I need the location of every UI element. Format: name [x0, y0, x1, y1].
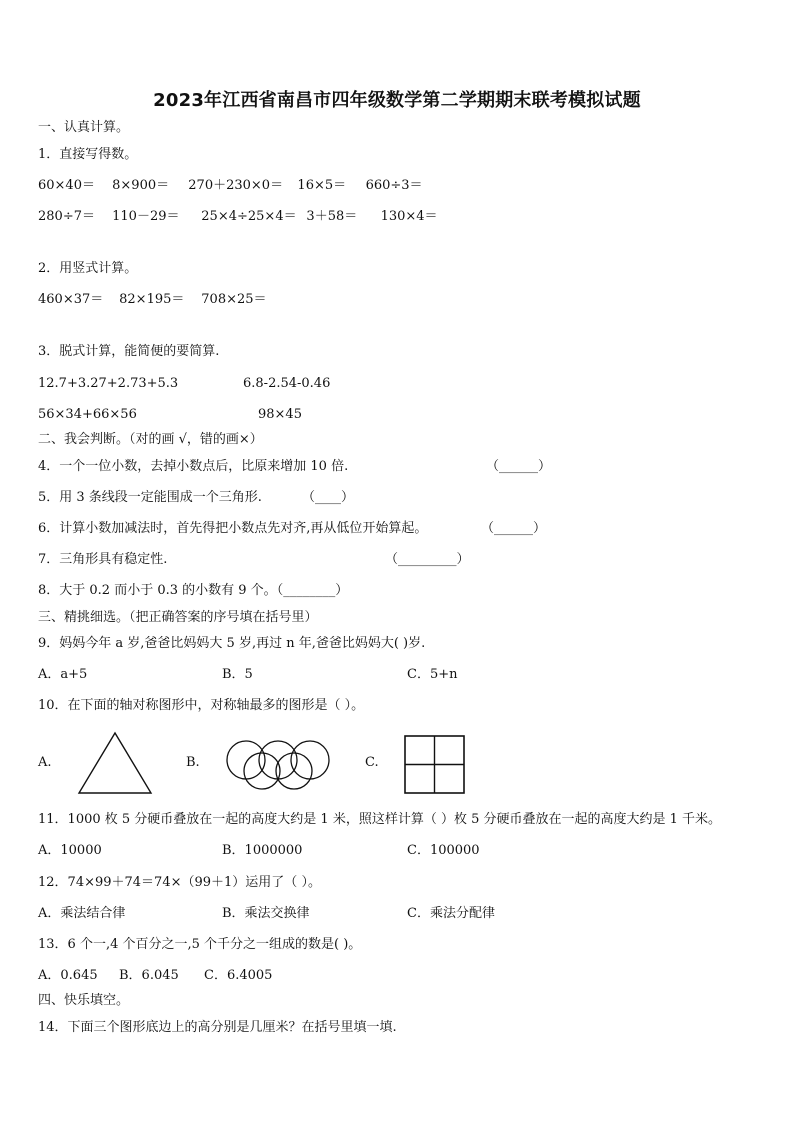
oral-calc-item: 130×4＝	[380, 209, 438, 224]
question-3-item-b: 6.8-2.54-0.46	[243, 376, 331, 391]
question-1-row-2	[38, 208, 438, 226]
question-10-option-b-label[interactable]: B.	[186, 755, 200, 770]
question-11-option-c[interactable]: C．100000	[407, 843, 480, 858]
square-grid-figure	[403, 734, 467, 796]
question-11-option-b[interactable]: B．1000000	[222, 843, 303, 858]
question-9-option-c[interactable]: C．5+n	[407, 667, 458, 682]
question-11-stem: 11．1000 枚 5 分硬币叠放在一起的高度大约是 1 米，照这样计算（ ）枚 5 分硬币叠放在一起的高度大约是 1 千米。	[38, 812, 722, 827]
question-12-stem: 12．74×99＋74＝74×（99＋1）运用了（ ）。	[38, 875, 321, 890]
oral-calc-item: 16×5＝	[297, 178, 347, 193]
question-3-item-a: 12.7+3.27+2.73+5.3	[38, 376, 179, 391]
vertical-calc-item: 82×195＝	[119, 292, 185, 307]
section-4-heading: 四、快乐填空。	[38, 993, 130, 1008]
oral-calc-item: 110－29＝	[112, 209, 180, 224]
section-1-heading: 一、认真计算。	[38, 120, 130, 135]
olympic-rings-figure	[224, 738, 332, 790]
oral-calc-item: 3＋58＝	[306, 209, 358, 224]
judge-question-8	[38, 582, 348, 600]
question-2-stem: 2．用竖式计算。	[38, 261, 138, 276]
judge-question-7: 7．三角形具有稳定性.	[38, 552, 168, 567]
question-12-option-c[interactable]: C．乘法分配律	[407, 906, 495, 921]
triangle-figure	[76, 730, 154, 796]
section-3-heading: 三、精挑细选。（把正确答案的序号填在括号里）	[38, 610, 318, 625]
question-13-option-c[interactable]: C．6.4005	[204, 968, 273, 983]
question-10-stem: 10．在下面的轴对称图形中，对称轴最多的图形是（ ）。	[38, 698, 365, 713]
question-3-item-c: 56×34+66×56	[38, 407, 137, 422]
judge-answer-blank[interactable]: （____）	[302, 490, 355, 505]
question-3-item-d: 98×45	[258, 407, 302, 422]
oral-calc-item: 60×40＝	[38, 178, 95, 193]
question-9-option-a[interactable]: A．a+5	[38, 667, 88, 682]
question-12-option-a[interactable]: A．乘法结合律	[38, 906, 126, 921]
question-1-row-1	[38, 177, 423, 195]
question-1-stem: 1．直接写得数。	[38, 147, 138, 162]
judge-question-8-text: 8．大于 0.2 而小于 0.3 的小数有 9 个。	[38, 583, 277, 598]
question-13-stem: 13．6 个一,4 个百分之一,5 个千分之一组成的数是( )。	[38, 937, 362, 952]
question-12-option-b[interactable]: B．乘法交换律	[222, 906, 310, 921]
question-10-option-a-label[interactable]: A.	[38, 755, 52, 770]
oral-calc-item: 280÷7＝	[38, 209, 95, 224]
question-3-stem: 3．脱式计算，能简便的要简算.	[38, 344, 220, 359]
question-13-option-a[interactable]: A．0.645	[38, 968, 98, 983]
judge-answer-blank[interactable]: （______）	[486, 459, 552, 474]
oral-calc-item: 270＋230×0＝	[188, 178, 284, 193]
oral-calc-item: 660÷3＝	[365, 178, 423, 193]
judge-question-4: 4．一个一位小数，去掉小数点后，比原来增加 10 倍.	[38, 459, 349, 474]
vertical-calc-item: 460×37＝	[38, 292, 104, 307]
question-10-option-c-label[interactable]: C.	[365, 755, 379, 770]
question-9-option-b[interactable]: B．5	[222, 667, 253, 682]
judge-question-6: 6．计算小数加减法时，首先得把小数点先对齐,再从低位开始算起。	[38, 521, 428, 536]
question-2-row	[38, 291, 267, 309]
oral-calc-item: 8×900＝	[112, 178, 170, 193]
page-title: 2023年江西省南昌市四年级数学第二学期期末联考模拟试题	[153, 90, 641, 111]
question-14-stem: 14．下面三个图形底边上的高分别是几厘米？在括号里填一填.	[38, 1020, 397, 1035]
judge-question-5: 5．用 3 条线段一定能围成一个三角形.	[38, 490, 262, 505]
section-2-heading: 二、我会判断。（对的画 √，错的画×）	[38, 432, 263, 447]
vertical-calc-item: 708×25＝	[201, 292, 267, 307]
judge-answer-blank[interactable]: （________）	[276, 583, 349, 598]
judge-answer-blank[interactable]: （______）	[481, 521, 547, 536]
judge-answer-blank[interactable]: （_________）	[385, 552, 470, 567]
question-13-option-b[interactable]: B．6.045	[119, 968, 179, 983]
oral-calc-item: 25×4÷25×4＝	[201, 209, 297, 224]
question-11-option-a[interactable]: A．10000	[38, 843, 102, 858]
question-9-stem: 9．妈妈今年 a 岁,爸爸比妈妈大 5 岁,再过 n 年,爸爸比妈妈大( )岁.	[38, 636, 426, 651]
